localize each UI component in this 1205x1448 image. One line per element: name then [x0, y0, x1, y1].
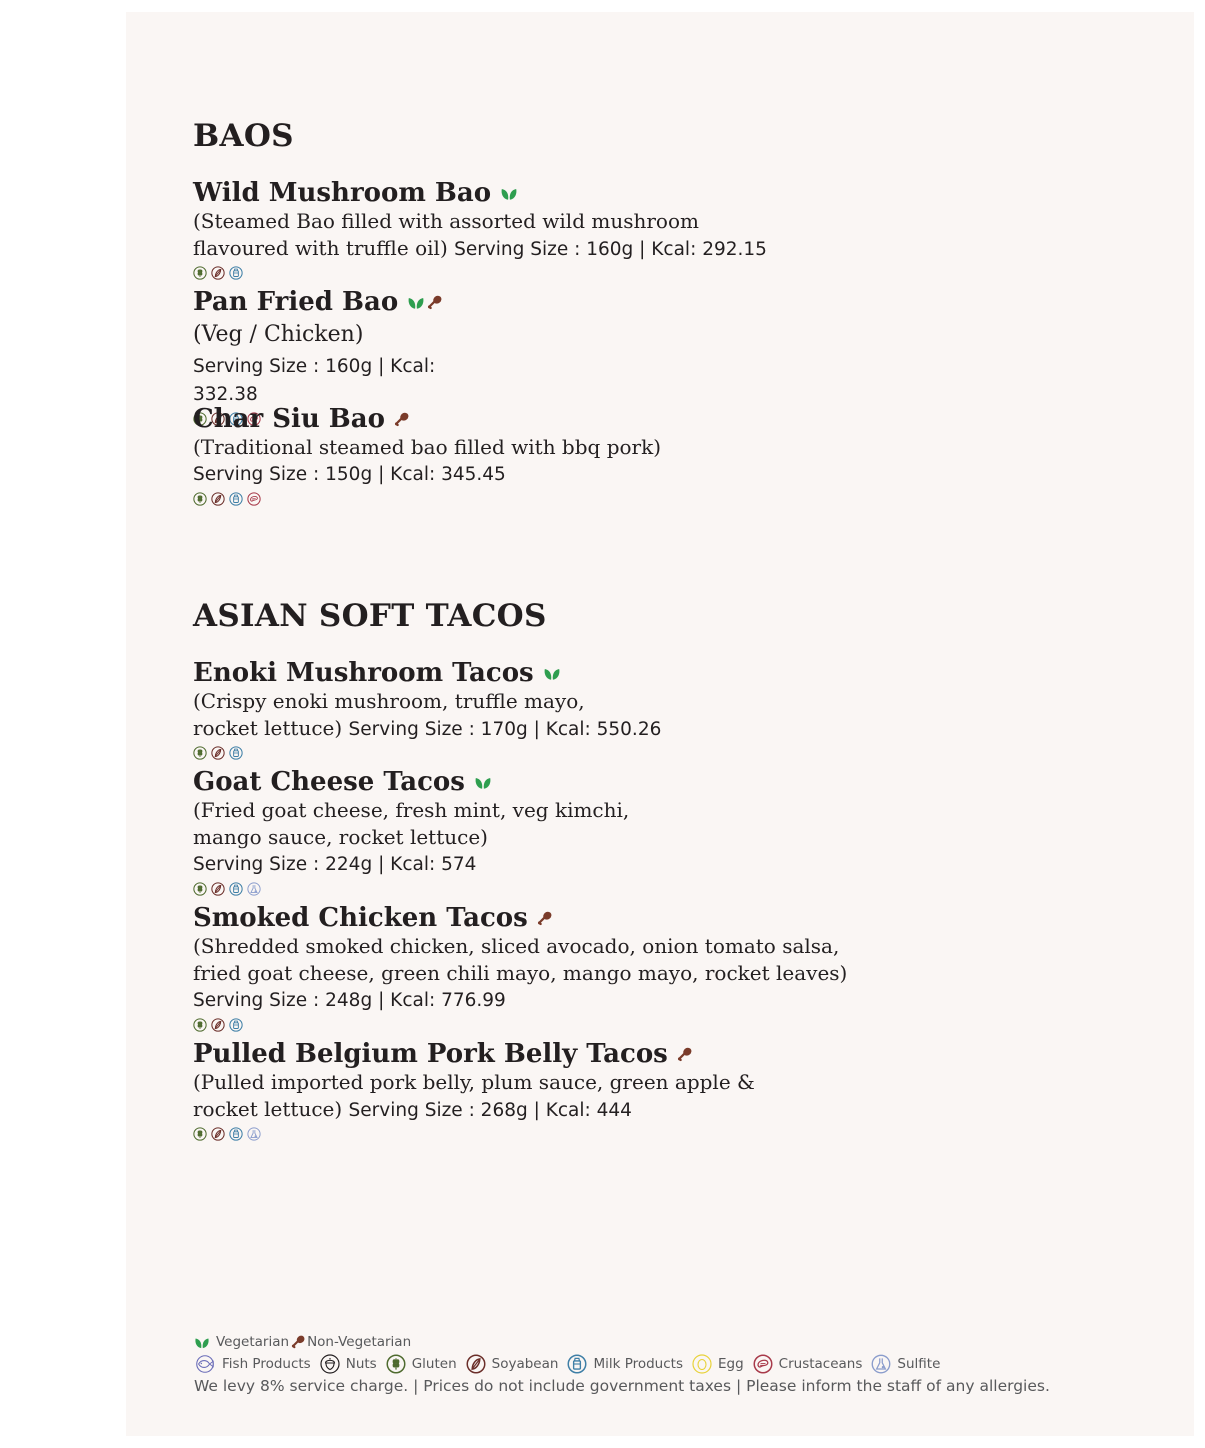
item-name: Wild Mushroom Bao	[193, 178, 492, 208]
section-title: BAOS	[193, 118, 294, 154]
non-vegetarian-icon	[291, 1335, 305, 1349]
item-serving: Serving Size : 160g | Kcal: 332.38	[193, 356, 436, 405]
gluten-icon	[193, 1127, 207, 1141]
gluten-icon	[193, 882, 207, 896]
legend	[194, 1334, 1154, 1395]
item-name: Smoked Chicken Tacos	[193, 903, 528, 933]
menu-item-enoki-mushroom-tacos	[193, 658, 661, 761]
legend-egg: Egg	[718, 1356, 744, 1372]
item-description: (Pulled imported pork belly, plum sauce, green apple &	[193, 1070, 755, 1094]
item-description-2: fried goat cheese, green chili mayo, mango mayo, rocket leaves)	[193, 961, 848, 985]
item-name: Char Siu Bao	[193, 404, 385, 434]
non-vegetarian-icon	[677, 1047, 692, 1062]
vegetarian-icon	[474, 775, 492, 790]
item-name: Pan Fried Bao	[193, 287, 399, 317]
crustaceans-icon	[247, 492, 261, 506]
item-description: (Veg / Chicken)	[193, 322, 364, 347]
milk-products-icon	[229, 746, 243, 760]
sulfite-icon	[247, 882, 261, 896]
nuts-icon	[320, 1354, 340, 1374]
item-description: (Crispy enoki mushroom, truffle mayo,	[193, 689, 585, 713]
menu-item-pulled-belgium-pork-belly-tacos	[193, 1039, 755, 1142]
allergen-icons	[193, 265, 767, 281]
crustaceans-icon	[753, 1354, 773, 1374]
item-serving: Serving Size : 248g | Kcal: 776.99	[193, 990, 506, 1011]
legend-soyabean: Soyabean	[491, 1356, 559, 1372]
gluten-icon	[193, 266, 207, 280]
menu-item-wild-mushroom-bao	[193, 178, 767, 281]
legend-crustaceans: Crustaceans	[778, 1356, 863, 1372]
soyabean-icon	[211, 1127, 225, 1141]
vegetarian-icon	[407, 295, 425, 310]
milk-products-icon	[567, 1354, 587, 1374]
milk-products-icon	[229, 266, 243, 280]
item-serving: Serving Size : 150g | Kcal: 345.45	[193, 464, 506, 485]
menu-item-goat-cheese-tacos	[193, 767, 629, 897]
item-name: Enoki Mushroom Tacos	[193, 658, 534, 688]
milk-products-icon	[229, 492, 243, 506]
sulfite-icon	[247, 1127, 261, 1141]
soyabean-icon	[211, 266, 225, 280]
allergen-icons	[193, 1017, 847, 1033]
legend-sulfite: Sulfite	[897, 1356, 941, 1372]
vegetarian-icon	[543, 666, 561, 681]
milk-products-icon	[229, 1127, 243, 1141]
item-serving: Serving Size : 268g | Kcal: 444	[348, 1100, 632, 1121]
gluten-icon	[193, 746, 207, 760]
item-serving: Serving Size : 160g | Kcal: 292.15	[454, 239, 767, 260]
legend-nuts: Nuts	[345, 1356, 377, 1372]
gluten-icon	[386, 1354, 406, 1374]
section-title: ASIAN SOFT TACOS	[193, 598, 547, 634]
legend-gluten: Gluten	[411, 1356, 457, 1372]
allergen-icons	[193, 881, 629, 897]
soyabean-icon	[211, 882, 225, 896]
egg-icon	[692, 1354, 712, 1374]
section-baos	[193, 118, 767, 485]
item-description: (Fried goat cheese, fresh mint, veg kimchi,	[193, 798, 630, 822]
item-description: (Shredded smoked chicken, sliced avocado, onion tomato salsa,	[193, 934, 840, 958]
milk-products-icon	[229, 882, 243, 896]
soyabean-icon	[211, 746, 225, 760]
soyabean-icon	[211, 1018, 225, 1032]
item-description: (Steamed Bao filled with assorted wild mushroom	[193, 209, 699, 233]
legend-non-vegetarian: Non-Vegetarian	[307, 1334, 412, 1350]
item-description-2: flavoured with truffle oil)	[193, 236, 448, 260]
vegetarian-icon	[500, 186, 518, 201]
allergen-icons	[193, 745, 661, 761]
section-asian-soft-tacos	[193, 598, 848, 1121]
item-name: Pulled Belgium Pork Belly Tacos	[193, 1039, 668, 1069]
allergen-icons	[193, 1126, 755, 1142]
item-description: (Traditional steamed bao filled with bbq pork)	[193, 435, 662, 459]
menu-item-char-siu-bao	[193, 404, 661, 507]
menu-page	[126, 12, 1194, 1436]
gluten-icon	[193, 1018, 207, 1032]
item-description-2: rocket lettuce)	[193, 1097, 343, 1121]
menu-item-smoked-chicken-tacos	[193, 903, 847, 1033]
gluten-icon	[193, 492, 207, 506]
legend-fish-products: Fish Products	[222, 1356, 311, 1372]
fish-products-icon	[194, 1354, 216, 1374]
item-description-2: rocket lettuce)	[193, 716, 343, 740]
item-serving: Serving Size : 224g | Kcal: 574	[193, 854, 477, 875]
non-vegetarian-icon	[427, 295, 442, 310]
legend-milk-products: Milk Products	[593, 1356, 683, 1372]
soyabean-icon	[466, 1354, 486, 1374]
legend-vegetarian: Vegetarian	[216, 1334, 290, 1350]
sulfite-icon	[871, 1354, 891, 1374]
non-vegetarian-icon	[394, 412, 409, 427]
non-vegetarian-icon	[537, 911, 552, 926]
item-description-2: mango sauce, rocket lettuce)	[193, 825, 488, 849]
footer-note: We levy 8% service charge. | Prices do not include government taxes | Please inform the staff of any allergies.	[194, 1377, 1050, 1395]
item-name: Goat Cheese Tacos	[193, 767, 465, 797]
item-serving: Serving Size : 170g | Kcal: 550.26	[348, 719, 662, 740]
vegetarian-icon	[194, 1336, 210, 1349]
milk-products-icon	[229, 1018, 243, 1032]
allergen-icons	[193, 491, 661, 507]
soyabean-icon	[211, 492, 225, 506]
